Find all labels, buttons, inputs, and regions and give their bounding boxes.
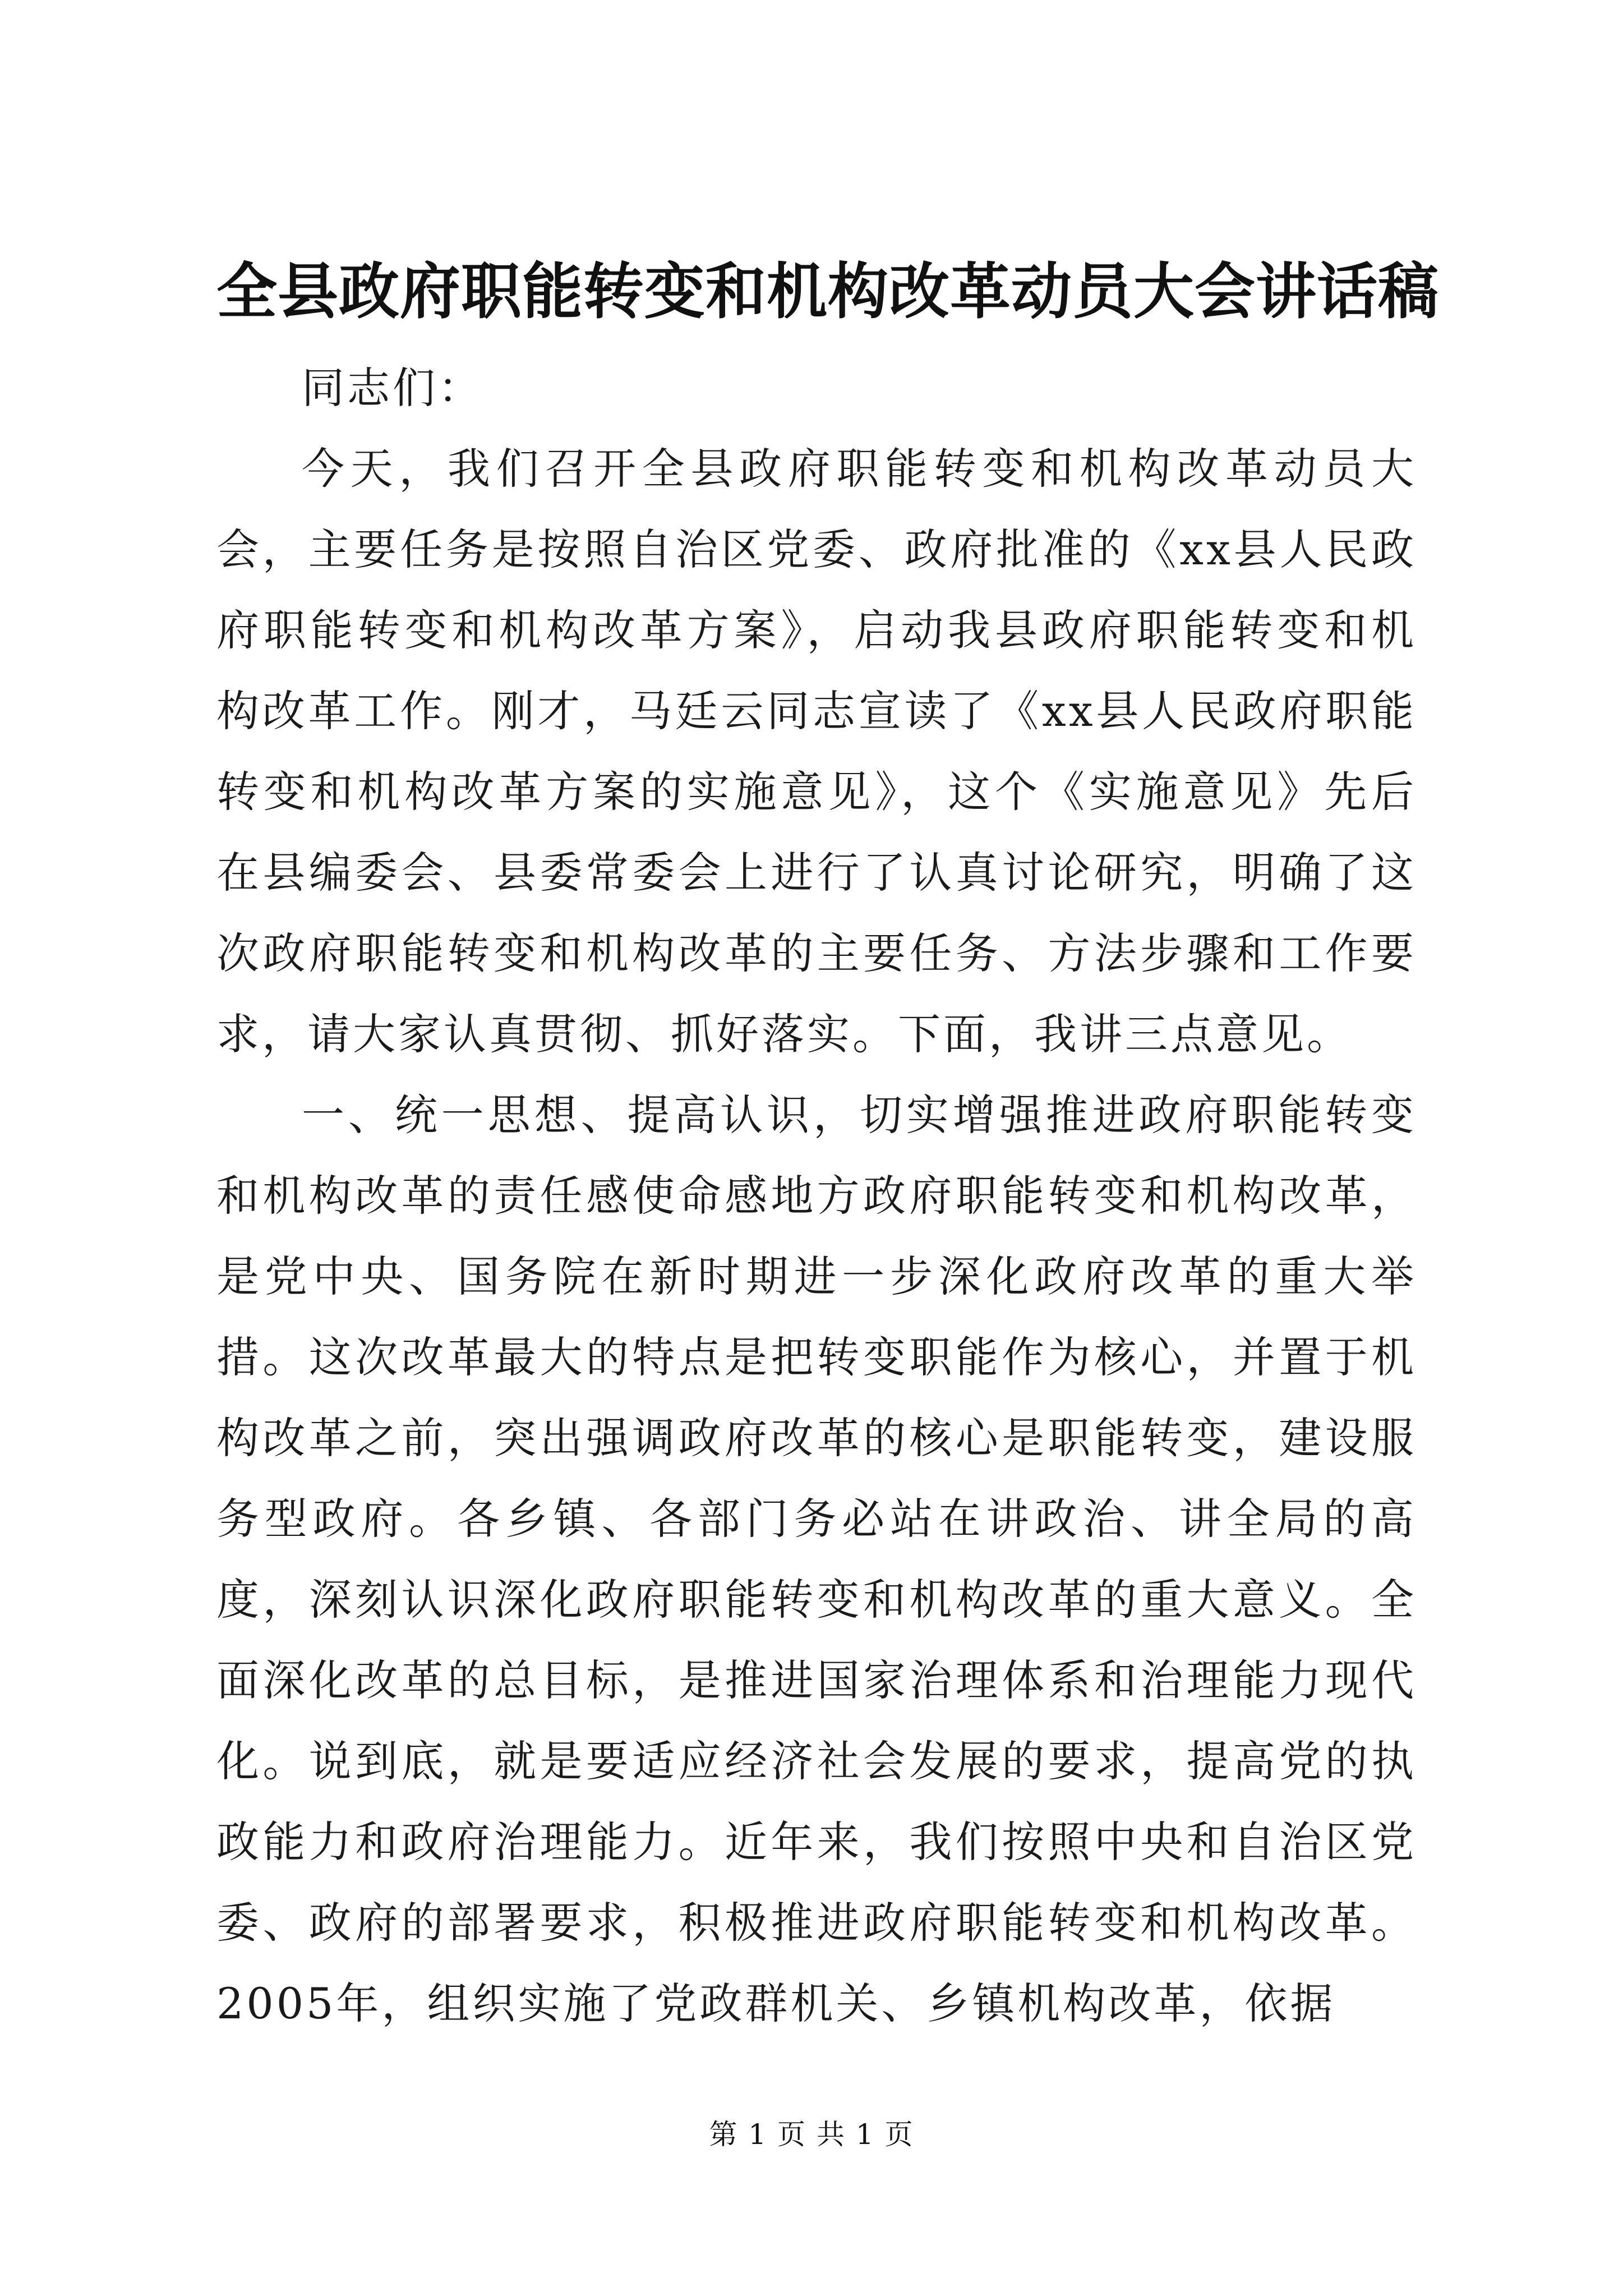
paragraph-intro: 今天，我们召开全县政府职能转变和机构改革动员大会，主要任务是按照自治区党委、政府批准的《xx县人民政府职能转变和机构改革方案》，启动我县政府职能转变和机构改革工作。刚才，马廷云同志宣读了《xx县人民政府职能转变和机构改革方案的实施意见》，这个《实施意见》先后在县编委会、县委常委会上进行了认真讨论研究，明确了这次政府职能转变和机构改革的主要任务、方法步骤和工作要求，请大家认真贯彻、抓好落实。下面，我讲三点意见。 bbox=[216, 444, 1417, 1059]
salutation: 同志们： bbox=[302, 363, 483, 413]
document-title: 全县政府职能转变和机构改革动员大会讲话稿 bbox=[216, 256, 1440, 327]
document-body bbox=[216, 348, 1417, 2044]
paragraph-section-one: 一、统一思想、提高认识，切实增强推进政府职能转变和机构改革的责任感使命感地方政府职能转变和机构改革，是党中央、国务院在新时期进一步深化政府改革的重大举措。这次改革最大的特点是把转变职能作为核心，并置于机构改革之前，突出强调政府改革的核心是职能转变，建设服务型政府。各乡镇、各部门务必站在讲政治、讲全局的高度，深刻认识深化政府职能转变和机构改革的重大意义。全面深化改革的总目标，是推进国家治理体系和治理能力现代化。说到底，就是要适应经济社会发展的要求，提高党的执政能力和政府治理能力。近年来，我们按照中央和自治区党委、政府的部署要求，积极推进政府职能转变和机构改革。2005年，组织实施了党政群机关、乡镇机构改革，依据 bbox=[216, 1090, 1417, 2028]
page-footer: 第 1 页 共 1 页 bbox=[709, 2118, 914, 2151]
